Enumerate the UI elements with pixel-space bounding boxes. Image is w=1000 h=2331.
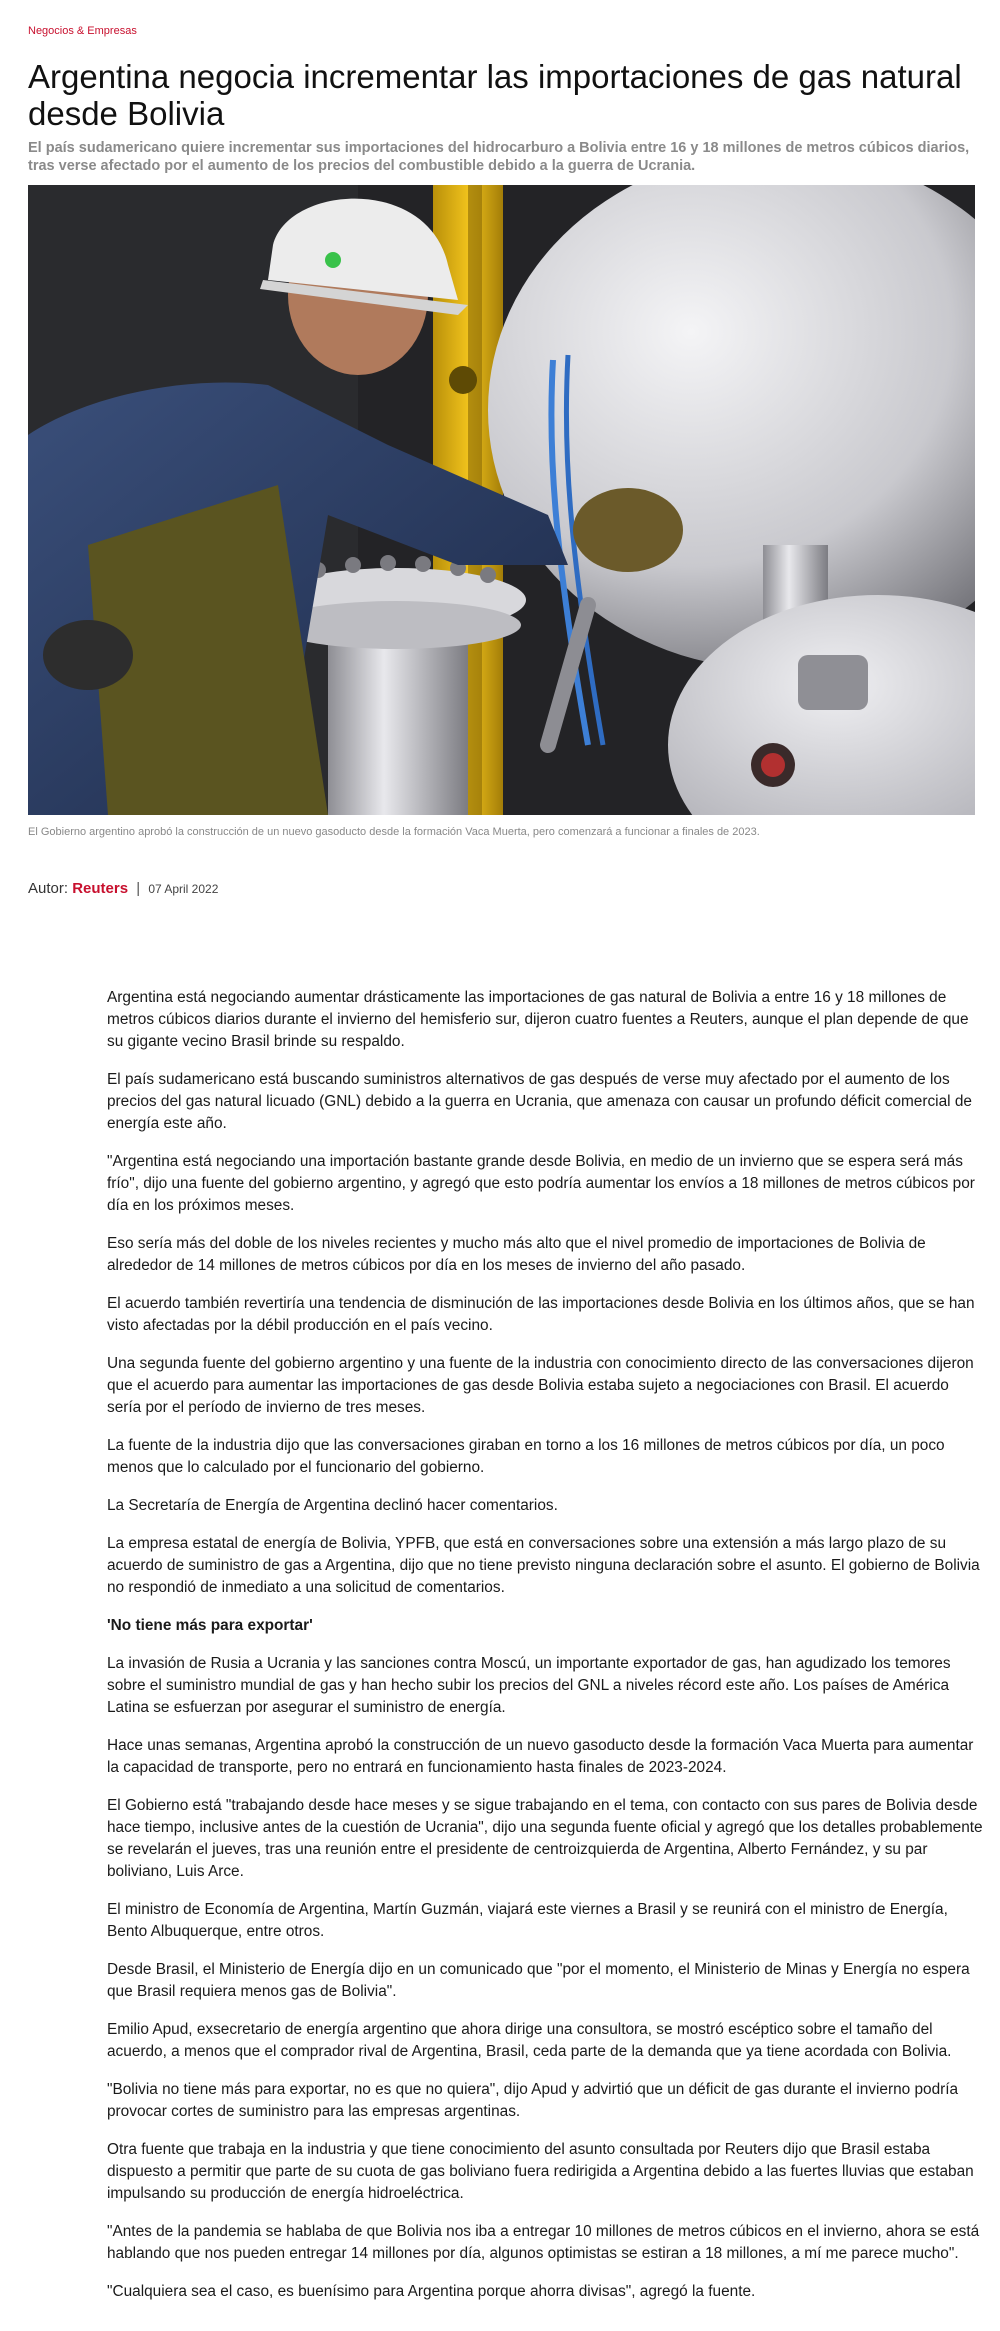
paragraph: Una segunda fuente del gobierno argentino y una fuente de la industria con conocimiento directo de las conversaciones dijeron que el acuerdo para aumentar las importaciones de gas desde Bolivia estaba sujeto a negociaciones con Brasil. El acuerdo sería por el período de invierno de tres meses. <box>107 1355 974 1416</box>
paragraph: Eso sería más del doble de los niveles recientes y mucho más alto que el nivel promedio de importaciones de Bolivia de alrededor de 14 millones de metros cúbicos por día en los meses de invierno del año pasado. <box>107 1235 926 1274</box>
article-subtitle: El país sudamericano quiere incrementar sus importaciones del hidrocarburo a Bolivia entre 16 y 18 millones de metros cúbicos diarios, tras verse afectado por el aumento de los precios del combustible debido a la guerra de Ucrania. <box>28 140 970 174</box>
byline <box>28 880 218 897</box>
paragraph: Desde Brasil, el Ministerio de Energía dijo en un comunicado que "por el momento, el Ministerio de Minas y Energía no espera que Brasil requiera menos gas de Bolivia". <box>107 1961 970 2000</box>
section-heading: 'No tiene más para exportar' <box>107 1617 313 1634</box>
paragraph: El ministro de Economía de Argentina, Martín Guzmán, viajará este viernes a Brasil y se reunirá con el ministro de Energía, Bento Albuquerque, entre otros. <box>107 1901 948 1940</box>
byline-label: Autor: <box>28 880 69 897</box>
paragraph: Hace unas semanas, Argentina aprobó la construcción de un nuevo gasoducto desde la formación Vaca Muerta para aumentar la capacidad de transporte, pero no entrará en funcionamiento hasta finales de 2023-2024. <box>107 1737 974 1776</box>
paragraph: Emilio Apud, exsecretario de energía argentino que ahora dirige una consultora, se mostró escéptico sobre el tamaño del acuerdo, a menos que el comprador rival de Argentina, Brasil, ceda parte de la demanda que ya tiene acordada con Bolivia. <box>107 2021 952 2060</box>
article-body <box>107 987 987 2319</box>
paragraph: La invasión de Rusia a Ucrania y las sanciones contra Moscú, un importante exportador de gas, han agudizado los temores sobre el suministro mundial de gas y han hecho subir los precios del GNL a niveles récord este año. Los países de América Latina se esfuerzan por asegurar el suministro de energía. <box>107 1655 951 1716</box>
paragraph: El país sudamericano está buscando suministros alternativos de gas después de verse muy afectado por el aumento de los precios del gas natural licuado (GNL) debido a la guerra en Ucrania, que amenaza con causar un profundo déficit comercial de energía este año. <box>107 1071 972 1132</box>
paragraph: "Antes de la pandemia se hablaba de que Bolivia nos iba a entregar 10 millones de metros cúbicos en el invierno, ahora se está hablando que nos pueden entregar 14 millones por día, algunos optimistas se estiran a 18 millones, a mí me parece mucho". <box>107 2223 980 2262</box>
paragraph: Argentina está negociando aumentar drásticamente las importaciones de gas natural de Bolivia a entre 16 y 18 millones de metros cúbicos diarios durante el invierno del hemisferio sur, dijeron cuatro fuentes a Reuters, aunque el plan depende de que su gigante vecino Brasil brinde su respaldo. <box>107 989 969 1050</box>
paragraph: "Cualquiera sea el caso, es buenísimo para Argentina porque ahorra divisas", agregó la fuente. <box>107 2283 756 2300</box>
paragraph: "Bolivia no tiene más para exportar, no es que no quiera", dijo Apud y advirtió que un déficit de gas durante el invierno podría provocar cortes de suministro para las empresas argentinas. <box>107 2081 959 2120</box>
paragraph: La empresa estatal de energía de Bolivia, YPFB, que está en conversaciones sobre una extensión a más largo plazo de su acuerdo de suministro de gas a Argentina, dijo que no tiene previsto ninguna declaración sobre el asunto. El gobierno de Bolivia no respondió de inmediato a una solicitud de comentarios. <box>107 1535 980 1596</box>
paragraph: El Gobierno está "trabajando desde hace meses y se sigue trabajando en el tema, con contacto con sus pares de Bolivia desde hace tiempo, inclusive antes de la cuestión de Ucrania", dijo una segunda fuente oficial y agregó que los detalles probablemente se revelarán el jueves, tras una reunión entre el presidente de centroizquierda de Argentina, Alberto Fernández, y su par boliviano, Luis Arce. <box>107 1797 983 1880</box>
publish-date: 07 April 2022 <box>148 882 219 896</box>
author-link[interactable]: Reuters <box>72 880 129 897</box>
paragraph: La fuente de la industria dijo que las conversaciones giraban en torno a los 16 millones de metros cúbicos por día, un poco menos que lo calculado por el funcionario del gobierno. <box>107 1437 945 1476</box>
category-link[interactable]: Negocios & Empresas <box>28 25 137 37</box>
paragraph: "Argentina está negociando una importación bastante grande desde Bolivia, en medio de un invierno que se espera será más frío", dijo una fuente del gobierno argentino, y agregó que esto podría aumentar los envíos a 18 millones de metros cúbicos por día en los próximos meses. <box>107 1153 975 1214</box>
byline-separator: | <box>136 880 141 897</box>
image-caption: El Gobierno argentino aprobó la construcción de un nuevo gasoducto desde la formación Vaca Muerta, pero comenzará a funcionar a finales de 2023. <box>28 826 760 838</box>
paragraph: Otra fuente que trabaja en la industria y que tiene conocimiento del asunto consultada por Reuters dijo que Brasil estaba dispuesto a permitir que parte de su cuota de gas boliviano fuera redirigida a Argentina debido a las fuertes lluvias que estaban impulsando su producción de energía hidroeléctrica. <box>107 2141 974 2202</box>
paragraph: El acuerdo también revertiría una tendencia de disminución de las importaciones desde Bolivia en los últimos años, que se han visto afectadas por la débil producción en el país vecino. <box>107 1295 975 1334</box>
hero-image <box>28 185 975 815</box>
paragraph: La Secretaría de Energía de Argentina declinó hacer comentarios. <box>107 1497 558 1514</box>
article-title: Argentina negocia incrementar las importaciones de gas natural desde Bolivia <box>28 58 962 132</box>
